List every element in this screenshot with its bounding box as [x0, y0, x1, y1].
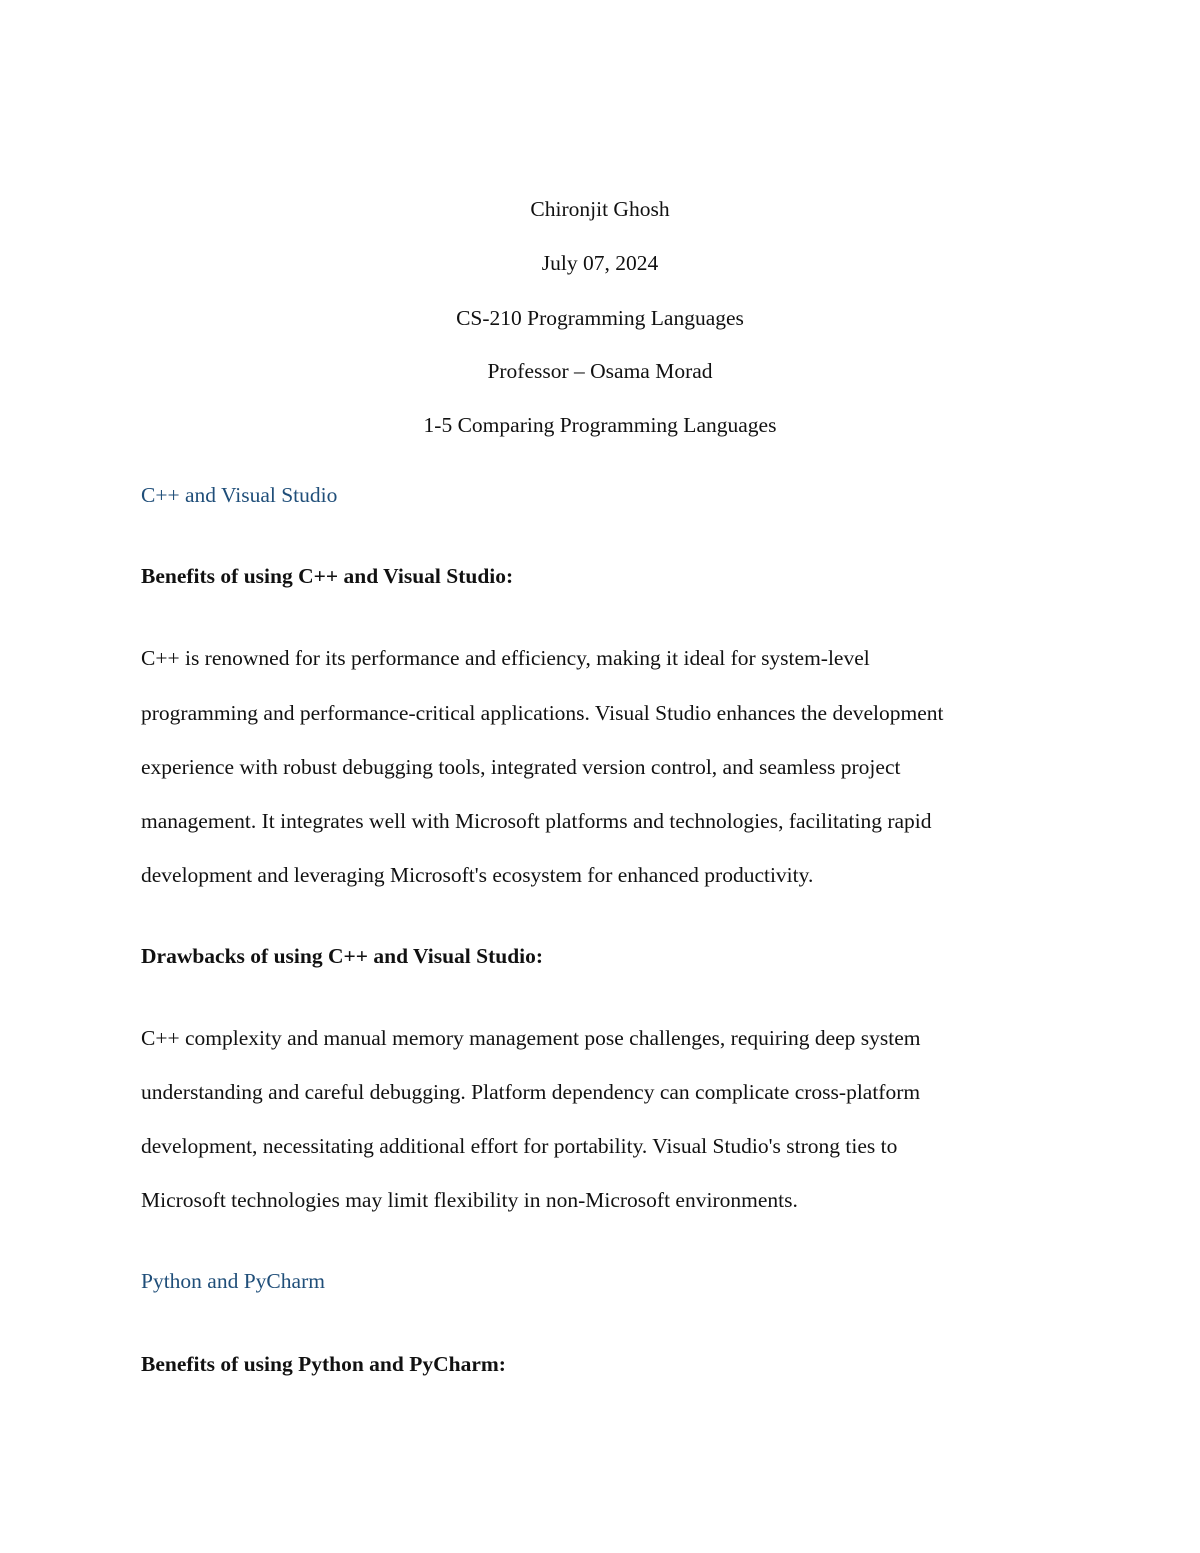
section-heading-cpp: C++ and Visual Studio	[141, 483, 338, 507]
paragraph-line: C++ is renowned for its performance and efficiency, making it ideal for system-level	[141, 646, 870, 670]
drawbacks-heading-cpp: Drawbacks of using C++ and Visual Studio:	[141, 944, 544, 968]
professor-name: Professor – Osama Morad	[487, 359, 713, 383]
paragraph-line: understanding and careful debugging. Platform dependency can complicate cross-platform	[141, 1080, 921, 1104]
paragraph-line: development, necessitating additional effort for portability. Visual Studio's strong ties to	[141, 1134, 898, 1158]
author-name: Chironjit Ghosh	[530, 197, 670, 221]
paragraph-line: development and leveraging Microsoft's ecosystem for enhanced productivity.	[141, 863, 814, 887]
assignment-title: 1-5 Comparing Programming Languages	[423, 413, 777, 437]
benefits-heading-python: Benefits of using Python and PyCharm:	[141, 1352, 506, 1376]
benefits-heading-cpp: Benefits of using C++ and Visual Studio:	[141, 564, 514, 588]
paragraph-line: C++ complexity and manual memory management pose challenges, requiring deep system	[141, 1026, 921, 1050]
paragraph-line: Microsoft technologies may limit flexibility in non-Microsoft environments.	[141, 1188, 798, 1212]
paragraph-line: programming and performance-critical applications. Visual Studio enhances the development	[141, 701, 944, 725]
paragraph-line: experience with robust debugging tools, integrated version control, and seamless project	[141, 755, 901, 779]
document-date: July 07, 2024	[541, 251, 659, 275]
course-title: CS-210 Programming Languages	[456, 306, 744, 330]
paragraph-line: management. It integrates well with Microsoft platforms and technologies, facilitating rapid	[141, 809, 932, 833]
section-heading-python: Python and PyCharm	[141, 1269, 325, 1293]
